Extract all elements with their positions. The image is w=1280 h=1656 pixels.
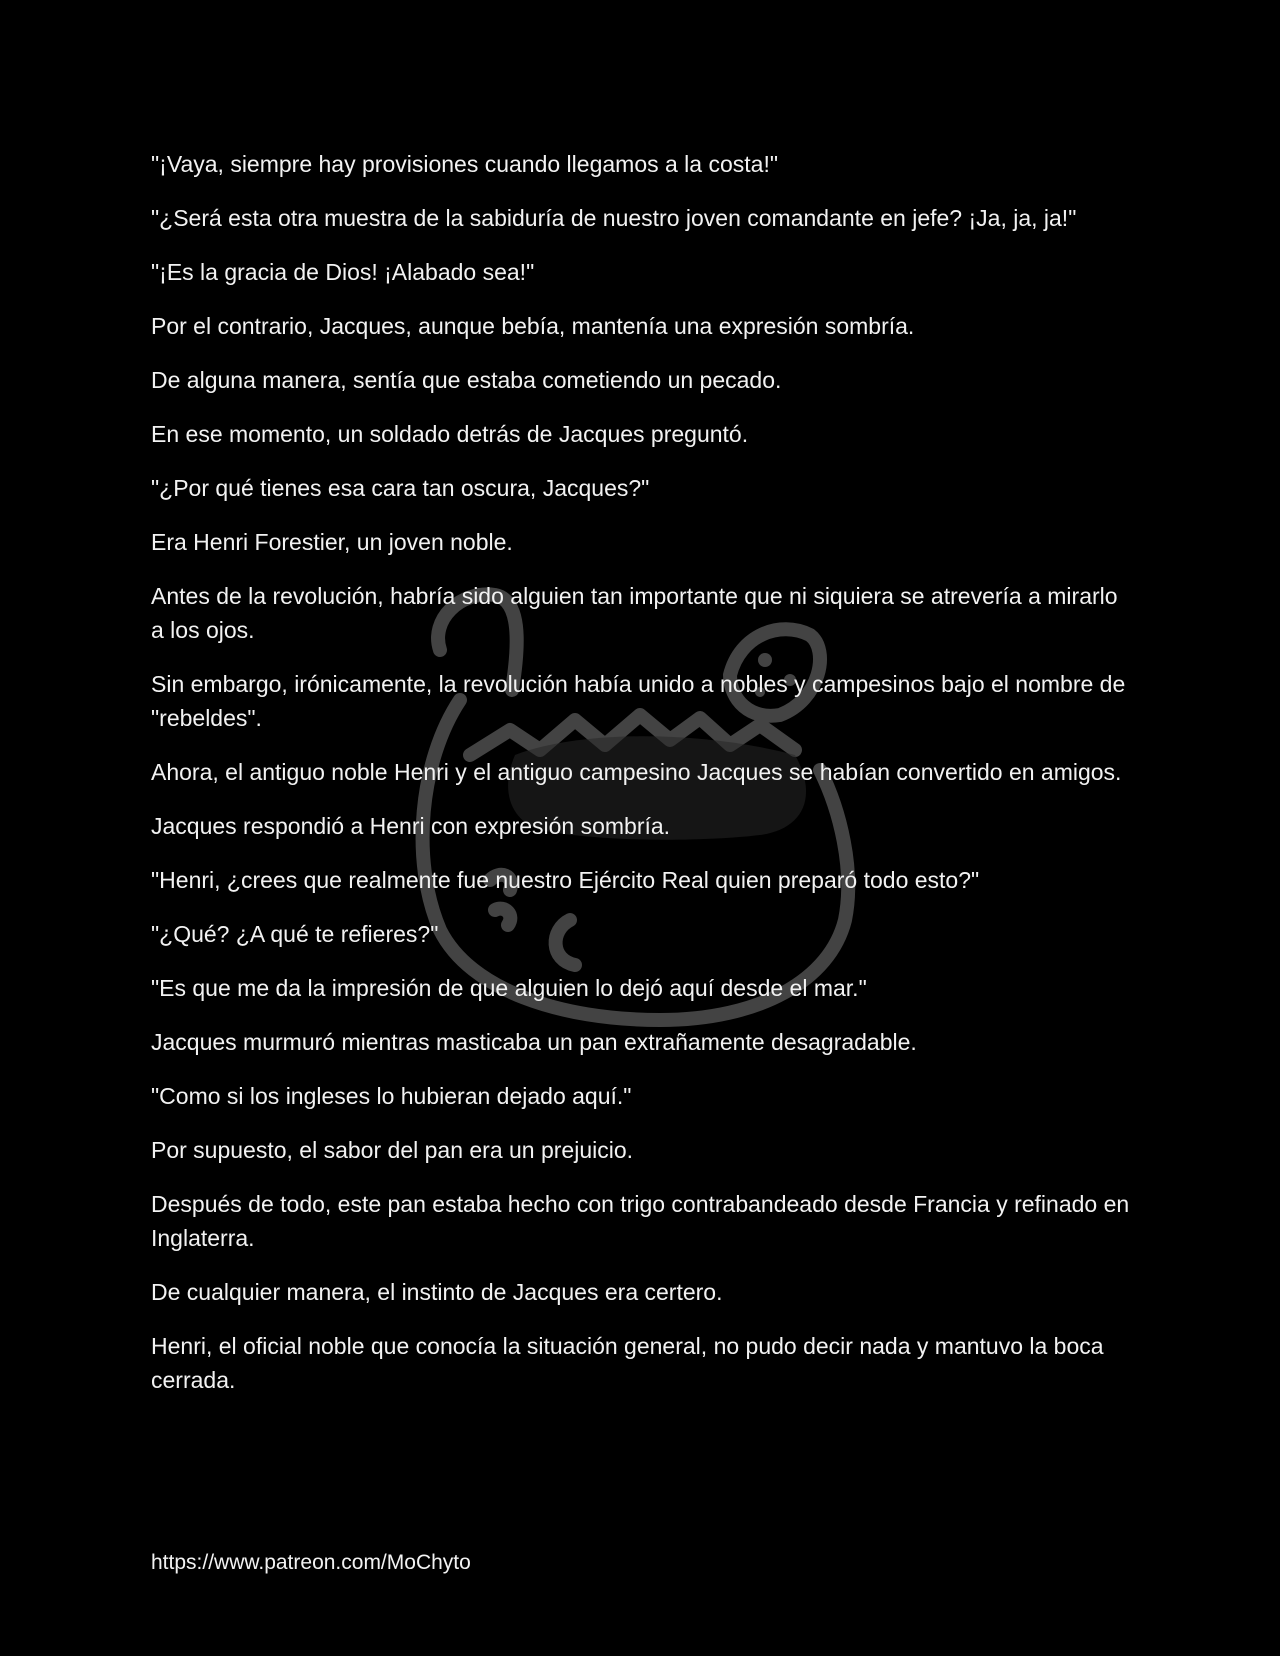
patreon-link[interactable]: https://www.patreon.com/MoChyto — [151, 1551, 471, 1574]
paragraph: Ahora, el antiguo noble Henri y el antiguo campesino Jacques se habían convertido en amigos. — [151, 759, 1122, 785]
paragraph: "¿Qué? ¿A qué te refieres?" — [151, 921, 439, 947]
paragraph: Jacques respondió a Henri con expresión sombría. — [151, 813, 671, 839]
paragraph: Jacques murmuró mientras masticaba un pan extrañamente desagradable. — [151, 1029, 917, 1055]
story-text — [151, 147, 1136, 1417]
paragraph: Era Henri Forestier, un joven noble. — [151, 529, 513, 555]
paragraph: "¿Será esta otra muestra de la sabiduría de nuestro joven comandante en jefe? ¡Ja, ja, ja!" — [151, 205, 1077, 231]
paragraph: "¿Por qué tienes esa cara tan oscura, Jacques?" — [151, 475, 650, 501]
paragraph: "¡Vaya, siempre hay provisiones cuando llegamos a la costa!" — [151, 151, 778, 177]
paragraph: Sin embargo, irónicamente, la revolución había unido a nobles y campesinos bajo el nombre de "rebeldes". — [151, 671, 1126, 731]
paragraph: Por supuesto, el sabor del pan era un prejuicio. — [151, 1137, 634, 1163]
paragraph: Por el contrario, Jacques, aunque bebía, mantenía una expresión sombría. — [151, 313, 915, 339]
paragraph: Henri, el oficial noble que conocía la situación general, no pudo decir nada y mantuvo la boca cerrada. — [151, 1333, 1104, 1393]
paragraph: "¡Es la gracia de Dios! ¡Alabado sea!" — [151, 259, 535, 285]
paragraph: "Es que me da la impresión de que alguien lo dejó aquí desde el mar." — [151, 975, 867, 1001]
paragraph: De alguna manera, sentía que estaba cometiendo un pecado. — [151, 367, 782, 393]
paragraph: "Como si los ingleses lo hubieran dejado aquí." — [151, 1083, 632, 1109]
paragraph: Después de todo, este pan estaba hecho con trigo contrabandeado desde Francia y refinado en Inglaterra. — [151, 1191, 1130, 1251]
paragraph: Antes de la revolución, habría sido alguien tan importante que ni siquiera se atrevería a mirarlo a los ojos. — [151, 583, 1118, 643]
paragraph: De cualquier manera, el instinto de Jacques era certero. — [151, 1279, 723, 1305]
paragraph: "Henri, ¿crees que realmente fue nuestro Ejército Real quien preparó todo esto?" — [151, 867, 980, 893]
paragraph: En ese momento, un soldado detrás de Jacques preguntó. — [151, 421, 749, 447]
